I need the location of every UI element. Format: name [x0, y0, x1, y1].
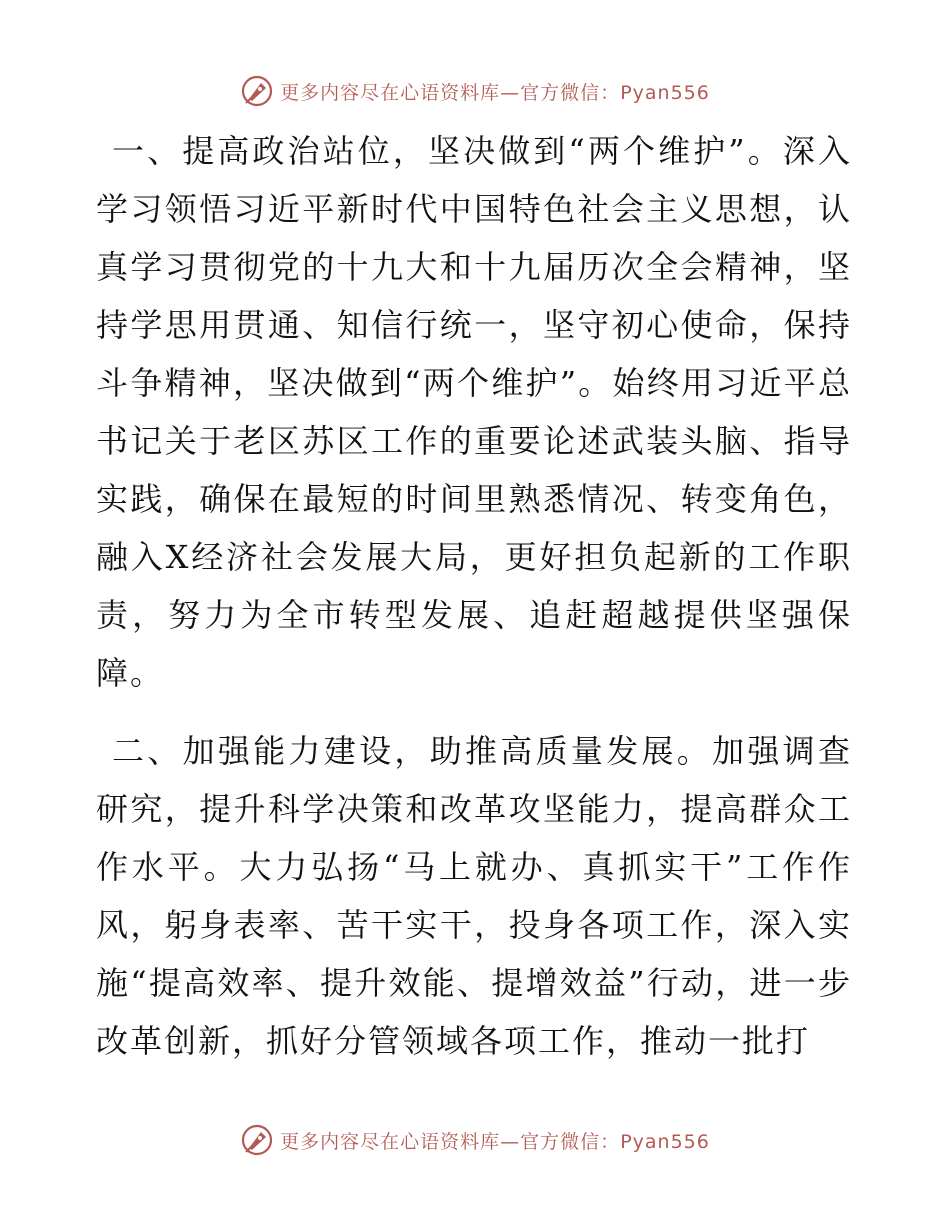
- watermark-text: [280, 1127, 710, 1154]
- watermark-main: 更多内容尽在心语资料库: [280, 81, 501, 104]
- pen-nib-logo-icon: [240, 74, 274, 108]
- header-watermark: [0, 71, 950, 111]
- watermark-id: Pyan556: [620, 1130, 710, 1153]
- watermark-main: 更多内容尽在心语资料库: [280, 1130, 501, 1153]
- watermark-dash: —: [500, 1130, 521, 1153]
- watermark-text: [280, 78, 710, 105]
- document-body: [96, 122, 852, 1090]
- paragraph-2: 二、加强能力建设，助推高质量发展。加强调查研究，提升科学决策和改革攻坚能力，提高群众工作水平。大力弘扬“马上就办、真抓实干”工作作风，躬身表率、苦干实干，投身各项工作，深入实施“提高效率、提升效能、提增效益”行动，进一步改革创新，抓好分管领域各项工作，推动一批打: [96, 732, 852, 1060]
- watermark-id: Pyan556: [620, 81, 710, 104]
- watermark-label: 官方微信：: [520, 1130, 621, 1153]
- watermark-dash: —: [500, 81, 521, 104]
- paragraph-1: 一、提高政治站位，坚决做到“两个维护”。深入学习领悟习近平新时代中国特色社会主义思想，认真学习贯彻党的十九大和十九届历次全会精神，坚持学思用贯通、知信行统一，坚守初心使命，保持斗争精神，坚决做到“两个维护”。始终用习近平总书记关于老区苏区工作的重要论述武装头脑、指导实践，确保在最短的时间里熟悉情况、转变角色，融入X经济社会发展大局，更好担负起新的工作职责，努力为全市转型发展、追赶超越提供坚强保障。: [96, 132, 852, 692]
- watermark-label: 官方微信：: [520, 81, 621, 104]
- pen-nib-logo-icon: [240, 1123, 274, 1157]
- footer-watermark: [0, 1120, 950, 1160]
